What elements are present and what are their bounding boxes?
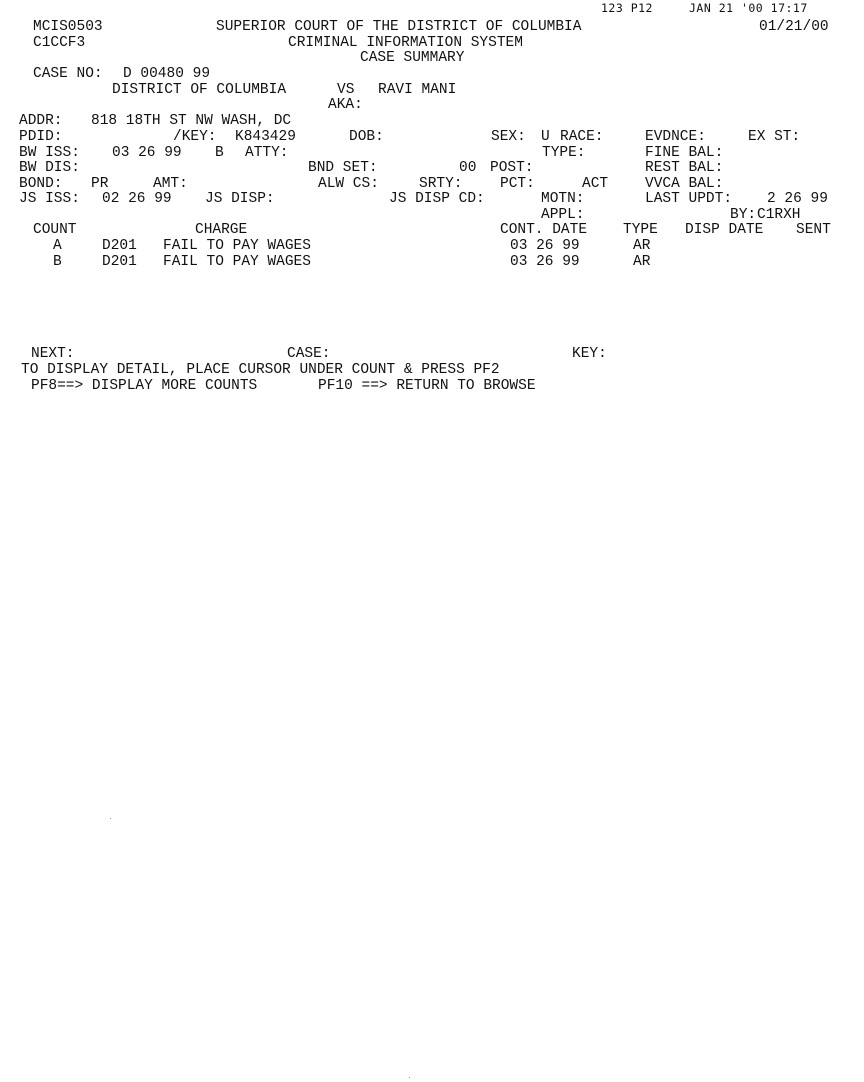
next-label: NEXT: xyxy=(31,346,75,362)
count-type: AR xyxy=(633,238,651,254)
js-iss-label: JS ISS: xyxy=(19,191,80,207)
fine-bal-label: FINE BAL: xyxy=(645,145,724,161)
addr-value: 818 18TH ST NW WASH, DC xyxy=(91,113,292,129)
amt-label: AMT: xyxy=(153,176,188,192)
col-header-cont-date: CONT. DATE xyxy=(500,222,588,238)
court-name: SUPERIOR COURT OF THE DISTRICT OF COLUMBIA xyxy=(216,19,582,35)
dob-label: DOB: xyxy=(349,129,384,145)
srty-label: SRTY: xyxy=(419,176,463,192)
instruction-text: TO DISPLAY DETAIL, PLACE CURSOR UNDER COUNT & PRESS PF2 xyxy=(21,362,500,378)
pct-value: ACT xyxy=(582,176,609,192)
page-title: CASE SUMMARY xyxy=(360,50,465,66)
race-label: RACE: xyxy=(560,129,604,145)
charge-description: FAIL TO PAY WAGES xyxy=(163,238,311,254)
type-label: TYPE: xyxy=(542,145,586,161)
case-no-label: CASE NO: xyxy=(33,66,103,82)
bw-iss-value: 03 26 99 xyxy=(112,145,182,161)
charge-description: FAIL TO PAY WAGES xyxy=(163,254,311,270)
last-updt-value: 2 26 99 xyxy=(767,191,828,207)
count-type: AR xyxy=(633,254,651,270)
by-value: C1RXH xyxy=(757,207,801,223)
pdid-label: PDID: xyxy=(19,129,63,145)
vvca-bal-label: VVCA BAL: xyxy=(645,176,724,192)
bnd-set-label: BND SET: xyxy=(308,160,378,176)
system-name: CRIMINAL INFORMATION SYSTEM xyxy=(288,35,523,51)
bond-value: PR xyxy=(91,176,109,192)
col-header-disp-date: DISP DATE xyxy=(685,222,764,238)
js-iss-value: 02 26 99 xyxy=(102,191,172,207)
sex-label: SEX: xyxy=(491,129,526,145)
atty-label: ATTY: xyxy=(245,145,289,161)
post-label: POST: xyxy=(490,160,534,176)
scan-speck xyxy=(409,1077,410,1078)
count-id[interactable]: B xyxy=(53,254,62,270)
fax-timestamp: JAN 21 '00 17:17 xyxy=(689,1,808,15)
last-updt-label: LAST UPDT: xyxy=(645,191,733,207)
by-label: BY: xyxy=(730,207,757,223)
plaintiff-name: DISTRICT OF COLUMBIA xyxy=(112,82,287,98)
col-header-type: TYPE xyxy=(623,222,658,238)
key-value: K843429 xyxy=(235,129,296,145)
addr-label: ADDR: xyxy=(19,113,63,129)
fax-page-number: 123 P12 xyxy=(601,1,653,15)
motn-label: MOTN: xyxy=(541,191,585,207)
pf10-return-to-browse[interactable]: PF10 ==> RETURN TO BROWSE xyxy=(318,378,536,394)
ex-st-label: EX ST: xyxy=(748,129,801,145)
case-no-value[interactable]: D 00480 99 xyxy=(123,66,211,82)
appl-label: APPL: xyxy=(541,207,585,223)
bnd-set-value: 00 xyxy=(459,160,477,176)
col-header-charge: CHARGE xyxy=(195,222,248,238)
bw-iss-code: B xyxy=(215,145,224,161)
col-header-count: COUNT xyxy=(33,222,77,238)
sex-value: U xyxy=(541,129,550,145)
bw-dis-label: BW DIS: xyxy=(19,160,80,176)
js-disp-label: JS DISP: xyxy=(205,191,275,207)
bw-iss-label: BW ISS: xyxy=(19,145,80,161)
js-disp-cd-label: JS DISP CD: xyxy=(389,191,485,207)
defendant-name: RAVI MANI xyxy=(378,82,457,98)
rest-bal-label: REST BAL: xyxy=(645,160,724,176)
evdnce-label: EVDNCE: xyxy=(645,129,706,145)
charge-code: D201 xyxy=(102,238,137,254)
col-header-sent: SENT xyxy=(796,222,831,238)
charge-code: D201 xyxy=(102,254,137,270)
pct-label: PCT: xyxy=(500,176,535,192)
bond-label: BOND: xyxy=(19,176,63,192)
screen-id: MCIS0503 xyxy=(33,19,103,35)
pf8-more-counts[interactable]: PF8==> DISPLAY MORE COUNTS xyxy=(31,378,258,394)
terminal-id: C1CCF3 xyxy=(33,35,86,51)
key-label: /KEY: xyxy=(173,129,217,145)
alw-cs-label: ALW CS: xyxy=(318,176,379,192)
key-label: KEY: xyxy=(572,346,607,362)
count-id[interactable]: A xyxy=(53,238,62,254)
vs-label: VS xyxy=(337,82,355,98)
case-label: CASE: xyxy=(287,346,331,362)
cont-date: 03 26 99 xyxy=(510,238,580,254)
scan-speck xyxy=(110,818,111,819)
aka-label: AKA: xyxy=(328,97,363,113)
screen-date: 01/21/00 xyxy=(759,19,829,35)
cont-date: 03 26 99 xyxy=(510,254,580,270)
